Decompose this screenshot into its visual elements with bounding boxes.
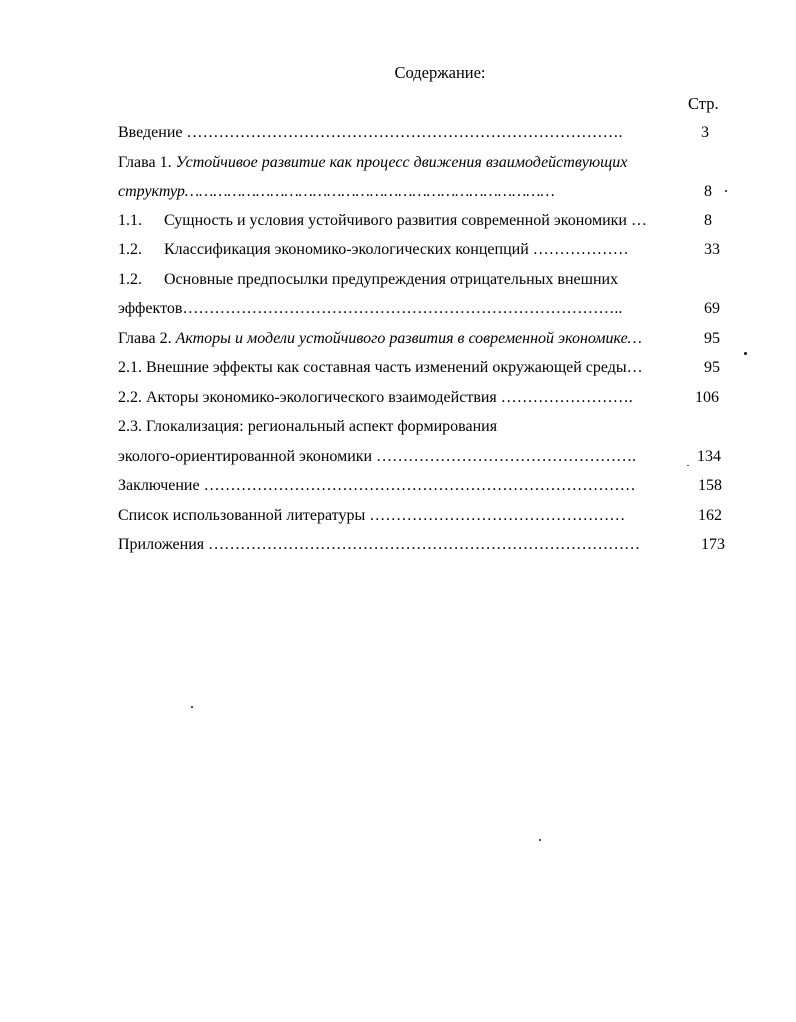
toc-page-section-2-3: 134 (697, 448, 721, 465)
toc-entry-section-1-3 (118, 270, 618, 290)
toc-page-section-1-2: 33 (704, 241, 720, 258)
scan-speck (191, 706, 193, 708)
chapter-2-title: Акторы и модели устойчивого развития в современной экономике… (175, 330, 642, 347)
toc-entry-bibliography: Список использованной литературы ………………………………………… (118, 507, 626, 524)
section-1-1-title: Сущность и условия устойчивого развития современной экономики … (164, 212, 647, 229)
toc-entry-section-1-2 (118, 240, 629, 260)
chapter-2-prefix: Глава 2. (118, 330, 176, 347)
section-1-3-number: 1.2. (118, 271, 142, 288)
toc-entry-section-2-1: 2.1. Внешние эффекты как составная часть изменений окружающей среды… (118, 359, 643, 376)
toc-title: Содержание: (394, 63, 486, 82)
chapter-1-prefix: Глава 1. (118, 154, 176, 171)
section-1-1-number: 1.1. (118, 212, 142, 229)
toc-page-chapter-1: 8 (704, 183, 712, 200)
toc-page-section-1-1: 8 (704, 212, 712, 229)
toc-page-appendix: 173 (701, 536, 725, 553)
section-1-2-title: Классификация экономико-экологических концепций ……………… (164, 241, 629, 258)
toc-entry-section-1-3-cont: эффектов……………………………………………………………………….. (118, 300, 623, 317)
toc-entry-conclusion: Заключение ……………………………………………………………………… (118, 477, 636, 494)
toc-page-section-1-3: 69 (704, 300, 720, 317)
toc-entry-chapter-2 (118, 329, 642, 349)
toc-entry-section-2-3-cont: эколого-ориентированной экономики …………………………………………. (118, 448, 637, 465)
toc-page-chapter-2: 95 (704, 330, 720, 347)
scan-speck (687, 465, 689, 466)
section-1-3-title: Основные предпосылки предупреждения отрицательных внешних (164, 271, 619, 288)
toc-entry-chapter-1-cont: структур…………………………………………………………………… (118, 183, 555, 200)
toc-entry-section-2-3: 2.3. Глокализация: региональный аспект формирования (118, 418, 498, 435)
toc-page-bibliography: 162 (698, 507, 722, 524)
toc-page-section-2-2: 106 (695, 389, 719, 406)
toc-entry-section-2-2: 2.2. Акторы экономико-экологического взаимодействия ……………………. (118, 389, 633, 406)
chapter-1-title: Устойчивое развитие как процесс движения взаимодействующих (175, 154, 628, 171)
toc-entry-intro: Введение ………………………………………………………………………. (118, 124, 623, 141)
scan-speck (539, 839, 541, 841)
toc-entry-appendix: Приложения ……………………………………………………………………… (118, 536, 641, 553)
scan-speck (725, 190, 727, 192)
toc-entry-section-1-1 (118, 211, 647, 231)
toc-page-intro: 3 (701, 124, 709, 141)
toc-page-section-2-1: 95 (704, 359, 720, 376)
scan-speck (744, 352, 747, 355)
page-column-header: Стр. (688, 94, 719, 113)
section-1-2-number: 1.2. (118, 241, 142, 258)
toc-page-conclusion: 158 (698, 477, 722, 494)
toc-entry-chapter-1 (118, 153, 627, 173)
